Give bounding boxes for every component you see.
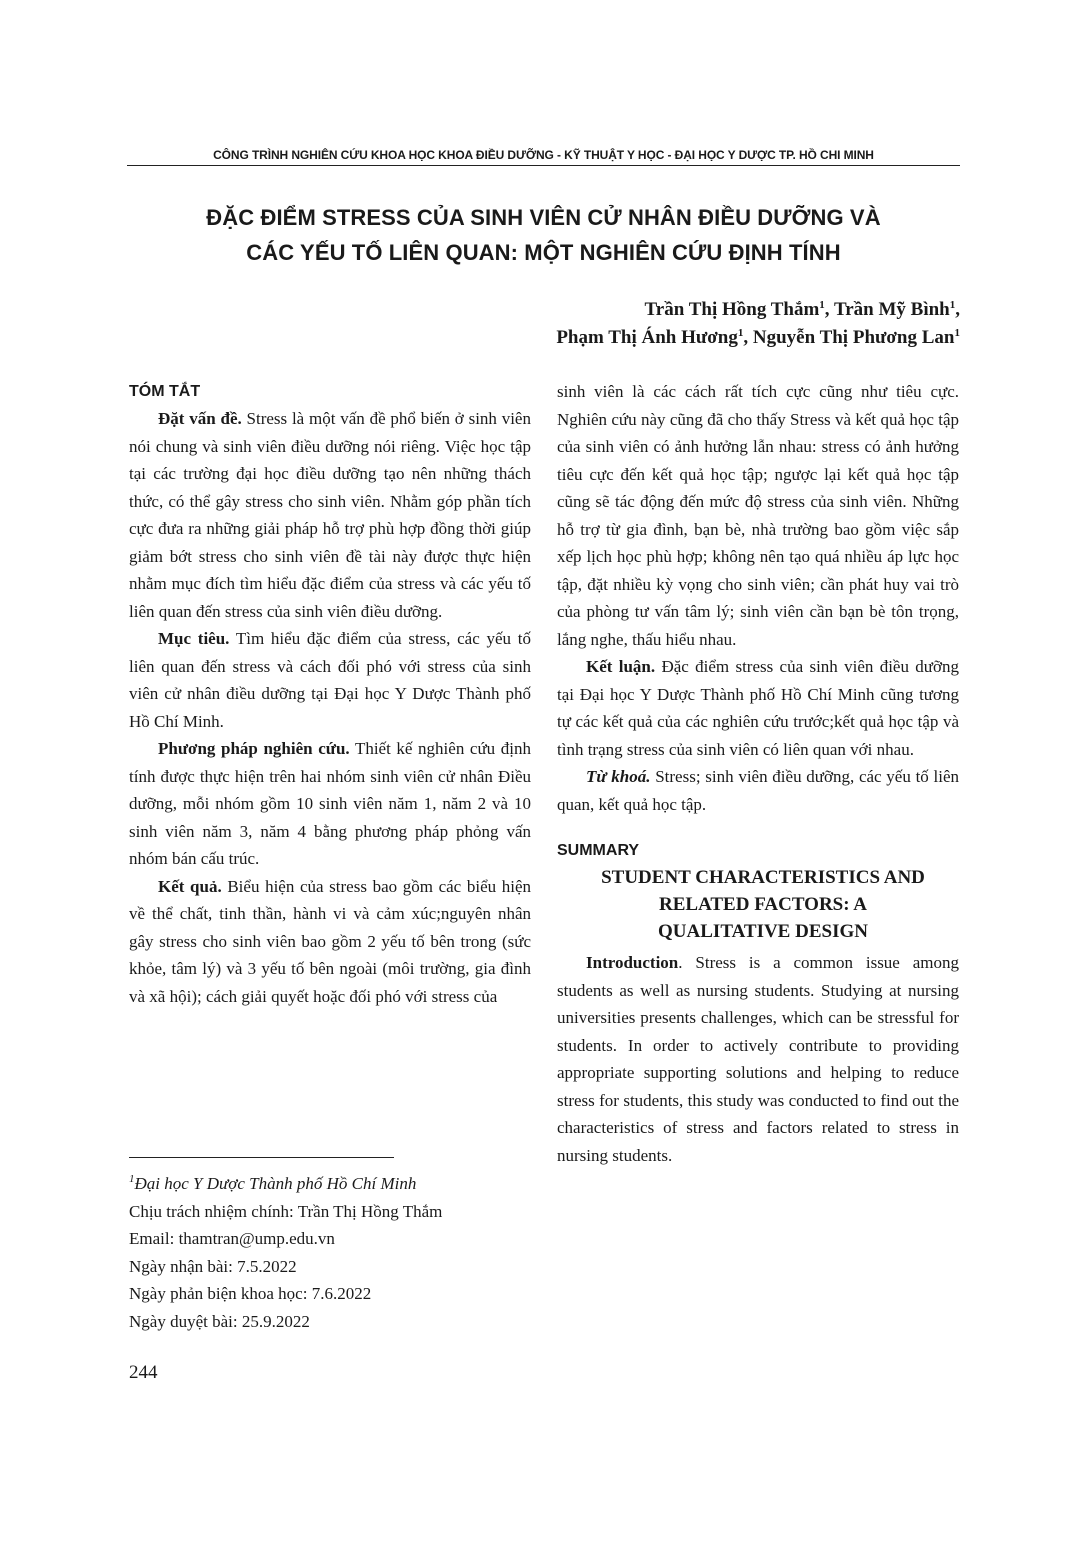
reviewed-date: Ngày phản biện khoa học: 7.6.2022	[129, 1284, 372, 1303]
affiliation-text: Đại học Y Dược Thành phố Hồ Chí Minh	[134, 1174, 417, 1193]
author-separator: ,	[824, 299, 834, 320]
page-number: 244	[129, 1362, 158, 1383]
results-paragraph	[129, 873, 531, 1011]
methods-paragraph	[129, 735, 531, 873]
author-separator: ,	[955, 299, 960, 320]
affiliation-marker: 1	[129, 1173, 135, 1185]
author-list	[360, 296, 960, 352]
left-column	[129, 378, 531, 1010]
article-title-line-2: CÁC YẾU TỐ LIÊN QUAN: MỘT NGHIÊN CỨU ĐỊNH TÍNH	[246, 240, 841, 265]
objective-text: Tìm hiểu đặc điểm của stress, các yếu tố liên quan đến stress và cách đối phó với stress của sinh viên cử nhân điều dưỡng tại Đại học Y Dược Thành phố Hồ Chí Minh.	[129, 629, 531, 731]
running-header: CÔNG TRÌNH NGHIÊN CỨU KHOA HỌC KHOA ĐIỀU DƯỠNG - KỸ THUẬT Y HỌC - ĐẠI HỌC Y DƯỢC TP. HỒ CHI MINH	[127, 148, 960, 166]
results-continuation: sinh viên là các cách rất tích cực cũng như tiêu cực. Nghiên cứu này cũng đã cho thấy Stress và kết quả học tập của sinh viên có ảnh hưởng lẫn nhau: stress có ảnh hưởng tiêu cực đến kết quả học tập; ngược lại kết quả học tập cũng sẽ tác động đến mức độ stress của sinh viên. Những hỗ trợ từ gia đình, bạn bè, nhà trường bao gồm việc sắp xếp lịch học phù hợp; không nên tạo quá nhiều áp lực học tập, đặt nhiều kỳ vọng cho sinh viên; cần phát huy vai trò của phòng tư vấn tâm lý; sinh viên cần bạn bè tôn trọng, lắng nghe, thấu hiểu nhau.	[557, 382, 959, 649]
author-name: Nguyễn Thị Phương Lan	[752, 327, 955, 348]
author-separator: ,	[743, 327, 753, 348]
methods-label: Phương pháp nghiên cứu.	[158, 739, 350, 758]
author-line-1	[360, 296, 960, 324]
author-name: Trần Mỹ Bình	[833, 299, 950, 320]
english-title-line-1: STUDENT CHARACTERISTICS AND	[601, 867, 925, 888]
results-label: Kết quả.	[158, 876, 222, 896]
objective-label: Mục tiêu.	[158, 629, 230, 648]
english-title-line-3: QUALITATIVE DESIGN	[658, 921, 868, 942]
corresponding-author: Chịu trách nhiệm chính: Trần Thị Hồng Thắm	[129, 1201, 443, 1221]
received-date: Ngày nhận bài: 7.5.2022	[129, 1256, 297, 1276]
conclusion-paragraph	[557, 653, 959, 763]
keywords-text: Stress; sinh viên điều dưỡng, các yếu tố liên quan, kết quả học tập.	[557, 767, 959, 814]
results-text: Biểu hiện của stress bao gồm các biểu hiện về thể chất, tinh thần, hành vi và cảm xúc;nguyên nhân gây stress cho sinh viên bao gồm 2 yếu tố bên trong (sức khỏe, tâm lý) và 3 yếu tố bên ngoài (môi trường, gia đình và xã hội); cách giải quyết hoặc đối phó với stress của	[129, 876, 532, 1006]
article-title	[127, 200, 960, 270]
introduction-text: . Stress is a common issue among students as well as nursing students. Studying at nursing universities presents challenges, which can be stressful for students. In order to actively contribute to providing appropriate supporting solutions and helping to reduce stress for students, this study was conducted to find out the characteristics of stress and factors related to stress in nursing students.	[557, 953, 959, 1165]
conclusion-label: Kết luận.	[586, 657, 656, 676]
methods-text: Thiết kế nghiên cứu định tính được thực hiện trên hai nhóm sinh viên cử nhân Điều dưỡng, mỗi nhóm gồm 10 sinh viên năm 1, năm 2 và 10 sinh viên năm 3, năm 4 bằng phương pháp phỏng vấn nhóm bán cấu trúc.	[129, 739, 531, 868]
article-title-line-1: ĐẶC ĐIỂM STRESS CỦA SINH VIÊN CỬ NHÂN ĐIỀU DƯỠNG VÀ	[206, 205, 881, 230]
introduction-label: Introduction	[586, 953, 679, 972]
right-column	[557, 378, 959, 1169]
affiliation-marker: 1	[954, 327, 960, 339]
email-line: Email: thamtran@ump.edu.vn	[129, 1229, 335, 1248]
background-paragraph	[129, 405, 531, 625]
english-title-line-2: RELATED FACTORS: A	[659, 894, 867, 915]
keywords-label: Từ khoá.	[586, 767, 651, 786]
abstract-vi-heading: TÓM TẮT	[129, 383, 201, 400]
keywords-paragraph	[557, 763, 959, 818]
footnote-divider	[129, 1157, 394, 1158]
conclusion-text: Đặc điểm stress của sinh viên điều dưỡng tại Đại học Y Dược Thành phố Hồ Chí Minh cũng tương tự các kết quả của các nghiên cứu trước;kết quả học tập và tình trạng stress của sinh viên có liên quan với nhau.	[557, 657, 960, 759]
background-label: Đặt vấn đề.	[158, 409, 242, 428]
summary-heading: SUMMARY	[557, 842, 640, 859]
author-name: Trần Thị Hồng Thắm	[644, 299, 820, 320]
english-title	[557, 864, 959, 945]
affiliation-marker: 1	[737, 327, 744, 339]
introduction-paragraph	[557, 949, 959, 1169]
background-text: Stress là một vấn đề phổ biến ở sinh viên nói chung và sinh viên điều dưỡng nói riêng. Việc học tập tại các trường đại học điều dưỡng tạo nên những thách thức, có thể gây stress cho sinh viên. Nhằm góp phần tích cực đưa ra những giải pháp hỗ trợ phù hợp đồng thời giúp giảm bớt stress cho sinh viên đề tài này được thực hiện nhằm mục đích tìm hiểu đặc điểm của stress và các yếu tố liên quan đến stress của sinh viên điều dưỡng.	[129, 409, 531, 621]
accepted-date: Ngày duyệt bài: 25.9.2022	[129, 1311, 310, 1331]
affiliation-marker: 1	[949, 299, 956, 311]
footnote-affiliation	[129, 1170, 549, 1198]
affiliation-marker: 1	[819, 299, 825, 311]
author-line-2	[360, 324, 960, 352]
objective-paragraph	[129, 625, 531, 735]
author-name: Phạm Thị Ánh Hương	[556, 327, 738, 348]
footnotes	[129, 1170, 549, 1335]
